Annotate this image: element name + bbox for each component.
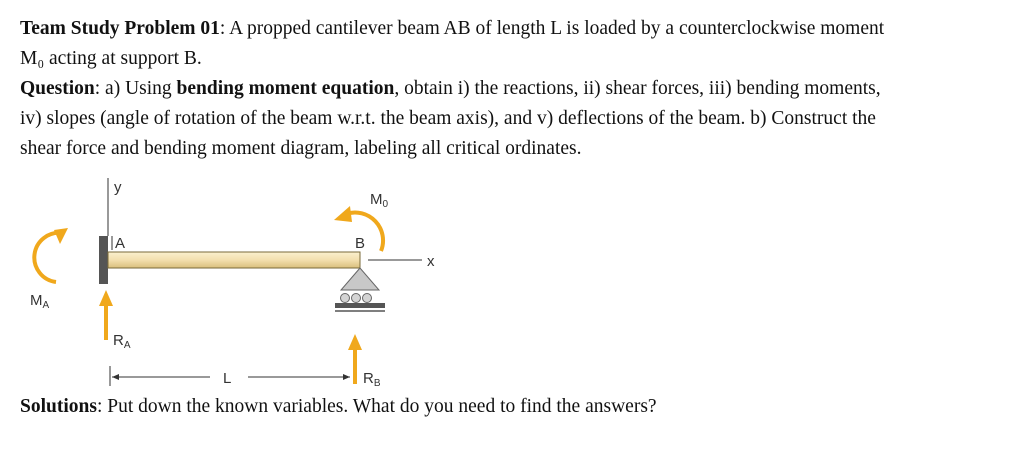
moment-ma-arc bbox=[34, 233, 62, 282]
point-a-label: A bbox=[115, 235, 126, 252]
reaction-ra-label: $R_A$ bbox=[113, 332, 131, 351]
moment-ma-arrowhead bbox=[54, 228, 68, 244]
moment-m0-arrowhead bbox=[334, 206, 352, 222]
moment-m0-label: $M_0$ bbox=[370, 191, 389, 210]
roller-wheel bbox=[352, 294, 361, 303]
reaction-rb-arrowhead bbox=[348, 334, 362, 350]
problem-label: Team Study Problem 01 bbox=[20, 18, 220, 39]
reaction-ra-arrowhead bbox=[99, 290, 113, 306]
x-axis-label: x bbox=[427, 253, 435, 270]
question-text-3: shear force and bending moment diagram, labeling all critical ordinates. bbox=[20, 138, 582, 159]
reaction-rb-label: $R_B$ bbox=[363, 370, 381, 389]
solutions-label: Solutions bbox=[20, 396, 97, 417]
ground-base bbox=[335, 303, 385, 308]
solutions-line bbox=[20, 392, 657, 422]
moment-ma-label: $M_A$ bbox=[30, 292, 50, 311]
roller-wheel bbox=[341, 294, 350, 303]
length-label: L bbox=[223, 370, 232, 387]
problem-text-1: : A propped cantilever beam AB of length L is loaded by a counterclockwise moment bbox=[219, 18, 885, 39]
question-text-2: iv) slopes (angle of rotation of the beam w.r.t. the beam axis), and v) deflections of the beam. b) Construct the bbox=[20, 108, 876, 129]
problem-text-2: M₀ acting at support B. bbox=[20, 48, 202, 69]
question-text-1: , obtain i) the reactions, ii) shear forces, iii) bending moments, bbox=[394, 78, 881, 99]
question-method: bending moment equation bbox=[176, 78, 395, 99]
point-b-label: B bbox=[355, 235, 366, 252]
solutions-text: : Put down the known variables. What do you need to find the answers? bbox=[96, 396, 657, 417]
roller-support bbox=[341, 268, 379, 290]
fixed-wall bbox=[99, 236, 108, 284]
y-axis-label: y bbox=[114, 179, 122, 196]
question-intro: : a) Using bbox=[94, 78, 177, 99]
beam-ab bbox=[108, 252, 360, 268]
roller-wheel bbox=[363, 294, 372, 303]
question-label: Question bbox=[20, 78, 95, 99]
